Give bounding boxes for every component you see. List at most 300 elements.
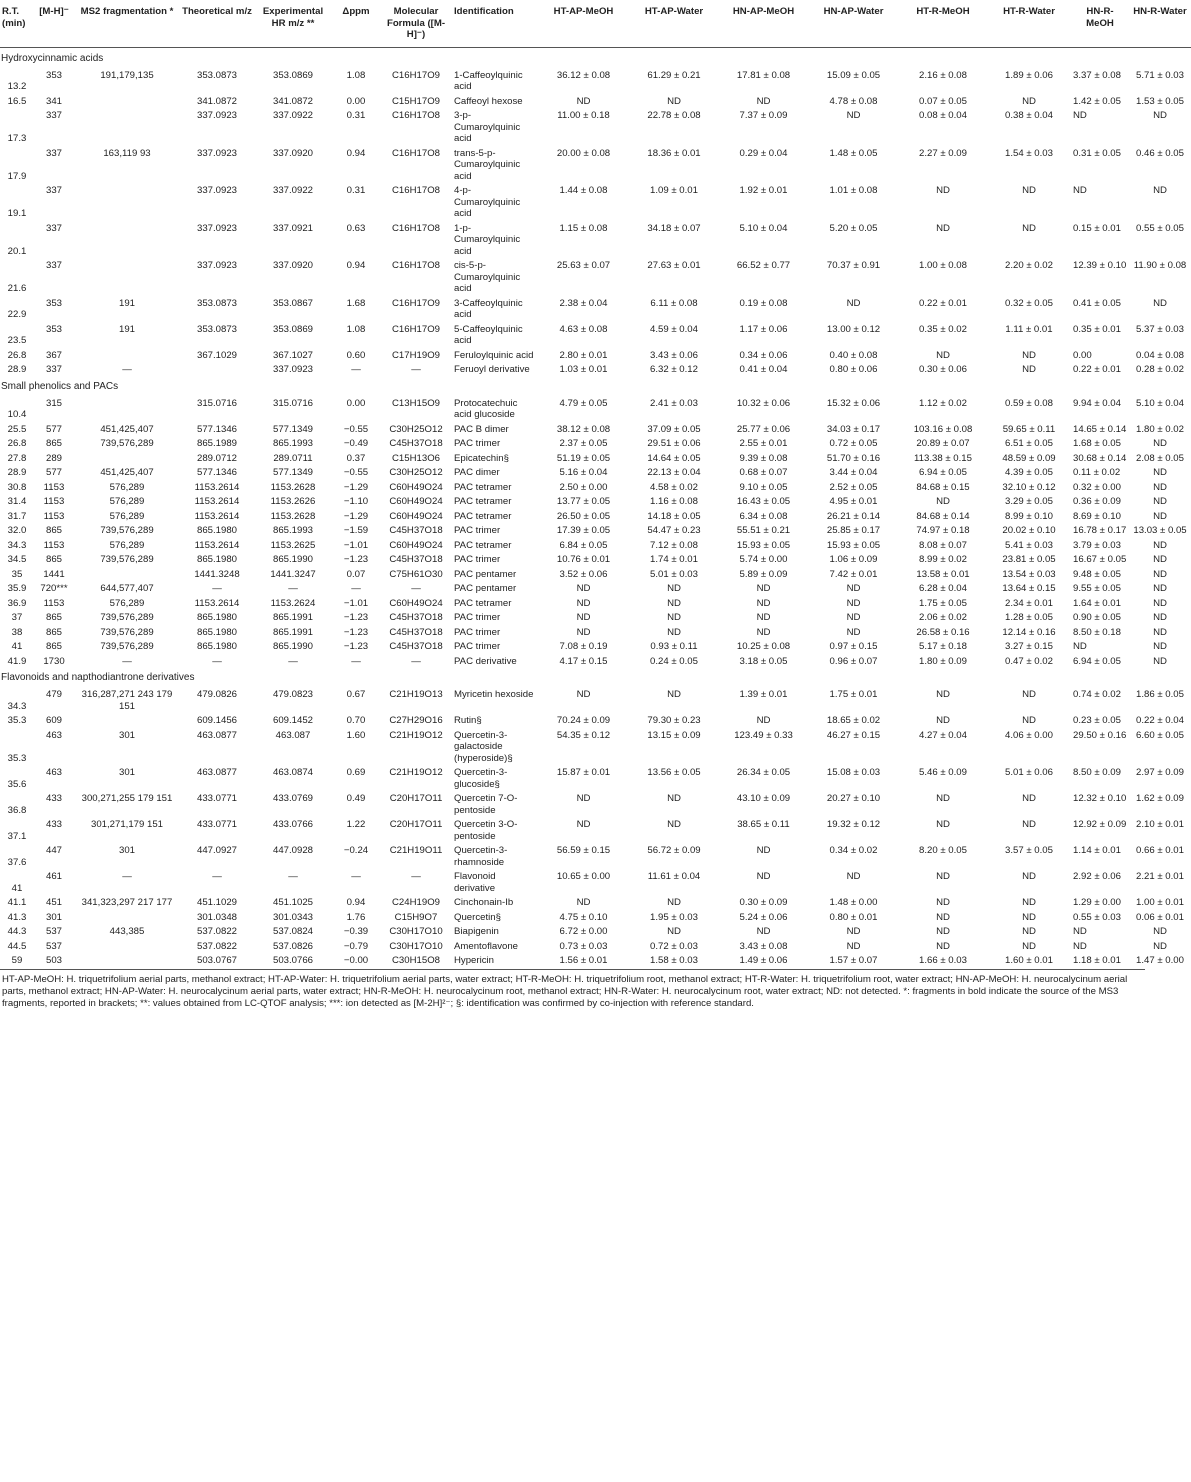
table-cell [74, 395, 180, 421]
table-cell: 1153 [43, 481, 65, 493]
section-title: Flavonoids and napthodiantrone derivatives [1, 672, 195, 683]
col-identification: Identification [452, 0, 538, 47]
table-cell: ND [667, 626, 681, 638]
table-row [0, 580, 1191, 595]
table-cell: ND [936, 940, 950, 952]
table-cell: C75H61O30 [389, 568, 443, 580]
table-cell: 4.78 ± 0.08 [829, 95, 878, 107]
table-cell: 2.92 ± 0.06 [1073, 871, 1121, 882]
table-cell: 28.9 [7, 467, 27, 478]
table-row [0, 909, 1191, 924]
table-cell: 41.9 [7, 655, 27, 667]
table-cell: ND [1153, 554, 1167, 565]
table-cell: PAC tetramer [454, 481, 512, 493]
table-cell: 353 [45, 323, 62, 335]
table-cell: 0.22 ± 0.04 [1136, 715, 1184, 726]
table-cell: 13.54 ± 0.03 [1002, 568, 1056, 580]
table-cell: 4.58 ± 0.02 [650, 481, 698, 493]
table-cell: 18.36 ± 0.01 [647, 147, 701, 159]
table-cell: trans-5-p-Cumaroylquinic acid [454, 147, 521, 182]
table-cell: 1.75 ± 0.01 [829, 689, 878, 700]
table-cell: 18.65 ± 0.02 [826, 715, 881, 726]
table-cell: ND [936, 496, 950, 507]
table-cell: 15.32 ± 0.06 [826, 397, 881, 409]
table-cell: 353.0873 [196, 323, 237, 335]
table-cell: ND [576, 612, 591, 623]
table-cell: ND [1153, 568, 1167, 580]
table-cell: 2.06 ± 0.02 [919, 612, 967, 623]
table-cell: PAC trimer [454, 554, 501, 565]
table-row [0, 421, 1191, 436]
table-cell: 37.09 ± 0.05 [647, 423, 701, 435]
table-cell: PAC trimer [454, 626, 501, 638]
table-cell: 0.73 ± 0.03 [559, 940, 608, 952]
table-cell: 865 [45, 612, 62, 623]
table-cell: 34.3 [7, 539, 27, 551]
table-cell: ND [846, 940, 861, 952]
table-cell: ND [1153, 438, 1167, 449]
table-cell: 0.07 [346, 568, 366, 580]
table-cell: Rutin§ [454, 715, 482, 726]
table-cell: 1.74 ± 0.01 [650, 554, 698, 565]
table-cell: Myricetin hexoside [454, 689, 534, 700]
table-cell [74, 257, 180, 295]
table-cell: 7.37 ± 0.09 [739, 110, 788, 121]
table-cell: ND [1153, 597, 1167, 609]
table-cell: 300,271,255 179 151 [81, 793, 173, 804]
table-cell: 59 [11, 955, 23, 966]
table-cell: 451.1025 [272, 897, 313, 908]
table-cell: 0.00 [346, 397, 366, 409]
table-cell: 337.0923 [196, 185, 237, 196]
table-cell: ND [667, 897, 681, 908]
table-cell: 0.72 ± 0.05 [829, 438, 878, 449]
table-cell: 479.0823 [272, 689, 313, 700]
table-cell: ND [1073, 185, 1087, 196]
table-row [0, 361, 1191, 376]
table-cell: 503.0766 [272, 955, 313, 966]
table-cell: 337.0923 [196, 110, 237, 121]
table-cell: C15H13O6 [392, 452, 440, 464]
table-cell: ND [1022, 897, 1036, 908]
table-cell: 1.68 [346, 297, 366, 309]
table-cell: 1153.2614 [194, 539, 240, 551]
section-title: Small phenolics and PACs [1, 380, 119, 392]
table-cell: ND [1022, 819, 1036, 830]
table-cell: −1.01 [343, 539, 369, 551]
col-ht-ap-water: HT-AP-Water [629, 0, 719, 47]
table-cell: — [351, 364, 361, 375]
table-cell: 3-p-Cumaroylquinic acid [454, 110, 521, 144]
table-cell: 44.3 [7, 926, 27, 937]
table-cell: 1.54 ± 0.03 [1005, 147, 1053, 159]
table-row [0, 479, 1191, 494]
table-cell: 0.49 [346, 793, 366, 804]
table-cell: 1.00 ± 0.01 [1136, 897, 1184, 908]
table-row [0, 624, 1191, 639]
table-row [0, 295, 1191, 321]
table-cell: Flavonoid derivative [454, 871, 496, 894]
table-cell: C21H19O13 [389, 689, 443, 700]
table-cell: 1.44 ± 0.08 [559, 185, 608, 196]
table-cell: 865.1991 [272, 612, 313, 623]
table-cell: 56.59 ± 0.15 [556, 845, 611, 856]
col-ht-ap-meoh: HT-AP-MeOH [538, 0, 629, 47]
table-cell: 15.87 ± 0.01 [556, 767, 611, 778]
table-cell: 367.1027 [272, 349, 313, 361]
table-cell: 433.0766 [272, 819, 313, 830]
table-cell: ND [1022, 715, 1036, 726]
table-cell: 0.38 ± 0.04 [1005, 110, 1053, 121]
table-cell: 3.44 ± 0.04 [829, 467, 878, 478]
table-cell: 1.80 ± 0.02 [1136, 423, 1184, 435]
table-cell: ND [667, 819, 681, 830]
table-cell: 0.30 ± 0.06 [919, 364, 967, 375]
table-cell: Protocatechuic acid glucoside [454, 397, 518, 420]
table-cell: ND [1153, 110, 1167, 121]
col-rt: R.T. (min) [0, 0, 34, 47]
table-cell: 1153.2628 [270, 481, 316, 493]
table-cell: 337.0923 [196, 260, 237, 271]
table-cell: 337 [45, 364, 62, 375]
table-cell: 84.68 ± 0.15 [916, 481, 970, 493]
table-cell: 1153.2628 [270, 510, 316, 522]
table-cell: ND [756, 95, 771, 107]
table-cell: 433.0769 [272, 793, 313, 804]
table-cell: ND [756, 626, 771, 638]
table-cell: 451,425,407 [100, 467, 154, 478]
table-cell: C45H37O18 [389, 612, 443, 623]
table-cell: C30H17O10 [389, 940, 443, 952]
table-cell: ND [1022, 364, 1036, 375]
table-cell: 353.0869 [272, 69, 313, 81]
table-row [0, 145, 1191, 183]
table-cell: 537 [45, 926, 62, 937]
table-cell: 4.59 ± 0.04 [650, 323, 698, 335]
table-cell: 123.49 ± 0.33 [734, 729, 793, 741]
table-cell: 0.30 ± 0.09 [739, 897, 788, 908]
table-cell: 27.63 ± 0.01 [647, 260, 701, 271]
table-cell: 1.18 ± 0.01 [1073, 955, 1121, 966]
table-cell: C16H17O9 [392, 69, 440, 81]
table-cell: 0.29 ± 0.04 [739, 147, 788, 159]
table-cell: 1-p-Cumaroylquinic acid [454, 222, 521, 257]
table-cell: 2.97 ± 0.09 [1136, 767, 1184, 778]
table-cell: 22.78 ± 0.08 [647, 110, 701, 121]
table-cell: 0.34 ± 0.06 [739, 349, 788, 361]
table-cell: 8.20 ± 0.05 [919, 845, 967, 856]
table-cell: 479.0826 [196, 689, 237, 700]
table-cell: 12.32 ± 0.10 [1073, 793, 1127, 804]
table-cell: ND [1022, 793, 1036, 804]
table-cell: 8.69 ± 0.10 [1073, 510, 1121, 522]
table-cell: 2.38 ± 0.04 [559, 297, 608, 309]
table-cell: 3.18 ± 0.05 [739, 655, 788, 667]
table-cell: ND [936, 897, 950, 908]
table-cell: 84.68 ± 0.14 [916, 510, 970, 522]
table-cell: 5.37 ± 0.03 [1136, 323, 1184, 335]
table-cell: 337 [45, 147, 62, 159]
table-row [0, 894, 1191, 909]
col-ppm: Δppm [332, 0, 380, 47]
table-cell: 0.60 [346, 349, 366, 361]
table-cell: 0.22 ± 0.01 [919, 297, 967, 309]
table-cell: 16.43 ± 0.05 [736, 496, 791, 507]
table-cell: 26.8 [7, 349, 27, 361]
table-row [0, 67, 1191, 93]
table-cell: ND [667, 583, 681, 594]
table-cell: 0.94 [346, 897, 366, 908]
table-cell: 0.23 ± 0.05 [1073, 715, 1121, 726]
table-cell: 337.0923 [272, 364, 313, 375]
table-cell: C21H19O12 [389, 767, 443, 778]
table-cell: 0.80 ± 0.01 [829, 911, 878, 923]
table-cell: 113.38 ± 0.15 [914, 452, 972, 464]
table-cell: ND [756, 926, 771, 937]
table-cell: 2.08 ± 0.05 [1136, 452, 1184, 464]
table-cell: 0.59 ± 0.08 [1005, 397, 1053, 409]
table-cell: — [288, 583, 298, 594]
table-cell: C17H19O9 [392, 349, 440, 361]
table-cell: −1.23 [343, 612, 369, 623]
table-cell: PAC tetramer [454, 597, 512, 609]
table-cell: C45H37O18 [389, 626, 443, 638]
table-row [0, 508, 1191, 523]
table-cell: −1.23 [343, 641, 369, 652]
table-cell: ND [936, 222, 950, 234]
table-cell: 23.5 [7, 335, 27, 346]
table-cell: 1.60 [346, 729, 366, 741]
table-cell: 341.0872 [272, 95, 313, 107]
table-cell: 5.89 ± 0.09 [739, 568, 788, 580]
table-cell: 10.32 ± 0.06 [736, 397, 791, 409]
table-cell: 9.94 ± 0.04 [1073, 397, 1121, 409]
table-cell: 103.16 ± 0.08 [913, 423, 973, 435]
table-cell: 316,287,271 243 179 151 [81, 689, 173, 712]
table-cell: 5.74 ± 0.00 [739, 554, 788, 565]
table-cell: 13.03 ± 0.05 [1133, 525, 1187, 536]
table-cell: 26.8 [7, 438, 27, 449]
table-cell: PAC pentamer [454, 568, 517, 580]
table-cell: 537 [45, 940, 62, 952]
table-cell: ND [846, 110, 861, 121]
table-cell: 12.39 ± 0.10 [1073, 260, 1127, 271]
table-cell: 7.08 ± 0.19 [559, 641, 608, 652]
table-cell: ND [1073, 110, 1087, 121]
table-cell: 1.00 ± 0.08 [919, 260, 967, 271]
table-cell: 20.89 ± 0.07 [916, 438, 970, 449]
table-cell: 0.96 ± 0.07 [829, 655, 878, 667]
table-cell: 8.99 ± 0.10 [1005, 510, 1053, 522]
table-cell: 865 [45, 438, 62, 449]
table-cell: 30.68 ± 0.14 [1073, 452, 1127, 464]
table-cell: 0.90 ± 0.05 [1073, 612, 1121, 623]
table-cell: 6.11 ± 0.08 [650, 297, 698, 309]
table-cell: 38 [11, 626, 23, 638]
table-cell: 9.48 ± 0.05 [1073, 568, 1121, 580]
table-cell: 0.67 [346, 689, 366, 700]
table-cell: 26.21 ± 0.14 [826, 510, 881, 522]
table-cell: 353.0867 [272, 297, 313, 309]
table-cell: 13.15 ± 0.09 [647, 729, 701, 741]
table-cell: ND [1153, 185, 1167, 196]
table-row [0, 182, 1191, 220]
table-cell: 6.28 ± 0.04 [919, 583, 967, 594]
table-cell: 353 [45, 297, 62, 309]
table-row [0, 842, 1191, 868]
table-row [0, 764, 1191, 790]
table-cell: 1.58 ± 0.03 [650, 955, 698, 966]
table-row [0, 107, 1191, 145]
table-cell: ND [936, 819, 950, 830]
table-cell: Feruoyl derivative [454, 364, 530, 375]
table-row [0, 464, 1191, 479]
table-cell: 0.93 ± 0.11 [650, 641, 698, 652]
table-cell: 1153.2625 [270, 539, 316, 551]
table-cell: 301 [118, 845, 135, 856]
table-cell: 609 [45, 715, 62, 726]
table-cell: −1.23 [343, 626, 369, 638]
table-cell [74, 566, 180, 581]
table-cell: 1.92 ± 0.01 [739, 185, 788, 196]
table-row [0, 727, 1191, 765]
table-cell: 577.1349 [272, 423, 313, 435]
table-cell: 576,289 [109, 539, 145, 551]
table-cell: 70.37 ± 0.91 [826, 260, 881, 271]
table-cell: 66.52 ± 0.77 [736, 260, 791, 271]
table-row [0, 653, 1191, 668]
table-cell: 433.0771 [196, 793, 237, 804]
table-row [0, 816, 1191, 842]
table-cell: 36.12 ± 0.08 [556, 69, 611, 81]
table-cell: 0.55 ± 0.03 [1073, 911, 1121, 923]
table-cell: 337.0920 [272, 260, 313, 271]
table-cell: 2.10 ± 0.01 [1136, 819, 1184, 830]
table-row [0, 435, 1191, 450]
table-cell: 576,289 [109, 597, 145, 609]
table-cell: ND [1073, 641, 1087, 652]
table-cell: 8.08 ± 0.07 [919, 539, 967, 551]
table-cell: 5.10 ± 0.04 [1136, 397, 1184, 409]
table-cell: 41.1 [7, 897, 27, 908]
table-cell: 2.52 ± 0.05 [829, 481, 878, 493]
table-cell: 32.10 ± 0.12 [1002, 481, 1056, 493]
table-cell [74, 952, 180, 967]
table-cell: 5.10 ± 0.04 [739, 222, 788, 234]
table-cell: 0.97 ± 0.15 [829, 641, 878, 652]
table-cell: ND [1153, 297, 1167, 309]
table-cell: ND [1022, 689, 1036, 700]
table-cell: 6.51 ± 0.05 [1005, 438, 1053, 449]
table-cell: 576,289 [109, 481, 145, 493]
table-cell: 30.8 [7, 481, 27, 493]
table-cell: 1.48 ± 0.05 [829, 147, 878, 159]
section-row [0, 47, 1191, 67]
table-cell: 1153.2614 [194, 496, 240, 507]
table-cell: 25.85 ± 0.17 [826, 525, 881, 536]
table-cell: 577.1349 [272, 467, 313, 478]
table-cell: 451.1029 [196, 897, 237, 908]
table-cell: C45H37O18 [389, 438, 443, 449]
table-cell: 74.97 ± 0.18 [916, 525, 970, 536]
table-cell: 0.80 ± 0.06 [829, 364, 878, 375]
table-cell: C45H37O18 [389, 554, 443, 565]
table-cell: 37.1 [7, 830, 27, 842]
header-row [0, 0, 1191, 47]
table-cell: 4.06 ± 0.00 [1005, 729, 1053, 741]
table-cell: 31.7 [7, 510, 27, 522]
table-cell: 16.5 [7, 95, 27, 107]
table-cell: 447.0927 [196, 845, 237, 856]
table-cell: −0.00 [343, 955, 369, 966]
table-cell: 2.41 ± 0.03 [650, 397, 698, 409]
table-cell: ND [1153, 926, 1167, 937]
table-cell: 2.21 ± 0.01 [1136, 871, 1184, 882]
table-cell: Quercetin-3-galactoside (hyperoside)§ [454, 729, 513, 764]
table-cell: ND [936, 349, 950, 361]
table-cell: 479 [45, 689, 62, 700]
table-cell: 5.46 ± 0.09 [919, 767, 967, 778]
table-row [0, 638, 1191, 653]
table-cell: 1.68 ± 0.05 [1073, 438, 1121, 449]
table-cell: PAC trimer [454, 438, 501, 449]
table-cell: 22.9 [7, 309, 27, 320]
table-cell: 433.0771 [196, 819, 237, 830]
table-cell: 35.3 [7, 752, 27, 764]
table-cell: 865.1989 [196, 438, 237, 449]
table-cell: 739,576,289 [100, 554, 154, 565]
table-row [0, 450, 1191, 465]
col-hn-r-meoh: HN-R-MeOH [1071, 0, 1129, 47]
table-cell: C60H49O24 [389, 597, 443, 609]
table-cell: ND [1022, 185, 1036, 196]
table-cell: 17.81 ± 0.08 [736, 69, 791, 81]
table-cell: C60H49O24 [389, 539, 443, 551]
table-cell: C16H17O8 [392, 110, 440, 121]
table-cell: ND [846, 297, 861, 309]
table-cell: 0.74 ± 0.02 [1073, 689, 1121, 700]
table-cell: 51.70 ± 0.16 [826, 452, 881, 464]
table-cell: 6.60 ± 0.05 [1136, 729, 1184, 741]
table-cell: 609.1452 [272, 715, 313, 726]
table-cell: 31.4 [7, 496, 27, 507]
table-cell: 341 [45, 95, 62, 107]
table-cell: 1153 [43, 539, 65, 551]
table-cell: 27.8 [7, 452, 27, 464]
table-cell: C60H49O24 [389, 496, 443, 507]
table-cell: — [351, 871, 361, 882]
table-cell: −1.29 [343, 510, 369, 522]
table-cell: ND [756, 597, 771, 609]
table-cell: ND [846, 597, 861, 609]
table-cell: ND [936, 689, 950, 700]
table-cell: 463 [45, 767, 62, 778]
table-cell: 10.25 ± 0.08 [736, 641, 791, 652]
col-mh: [M-H]⁻ [34, 0, 74, 47]
table-cell: 20.00 ± 0.08 [556, 147, 611, 159]
table-cell: Cinchonain-Ib [454, 897, 514, 908]
table-cell: 644,577,407 [100, 583, 154, 594]
table-cell: 48.59 ± 0.09 [1002, 452, 1056, 464]
table-cell: 463 [45, 729, 62, 741]
table-cell: 34.3 [7, 700, 27, 712]
table-cell: 0.69 [346, 767, 366, 778]
table-cell: ND [667, 612, 681, 623]
table-cell: 11.90 ± 0.08 [1133, 260, 1187, 271]
col-ms2: MS2 fragmentation * [74, 0, 180, 47]
table-cell: ND [1153, 481, 1167, 493]
table-cell: — [212, 655, 222, 667]
